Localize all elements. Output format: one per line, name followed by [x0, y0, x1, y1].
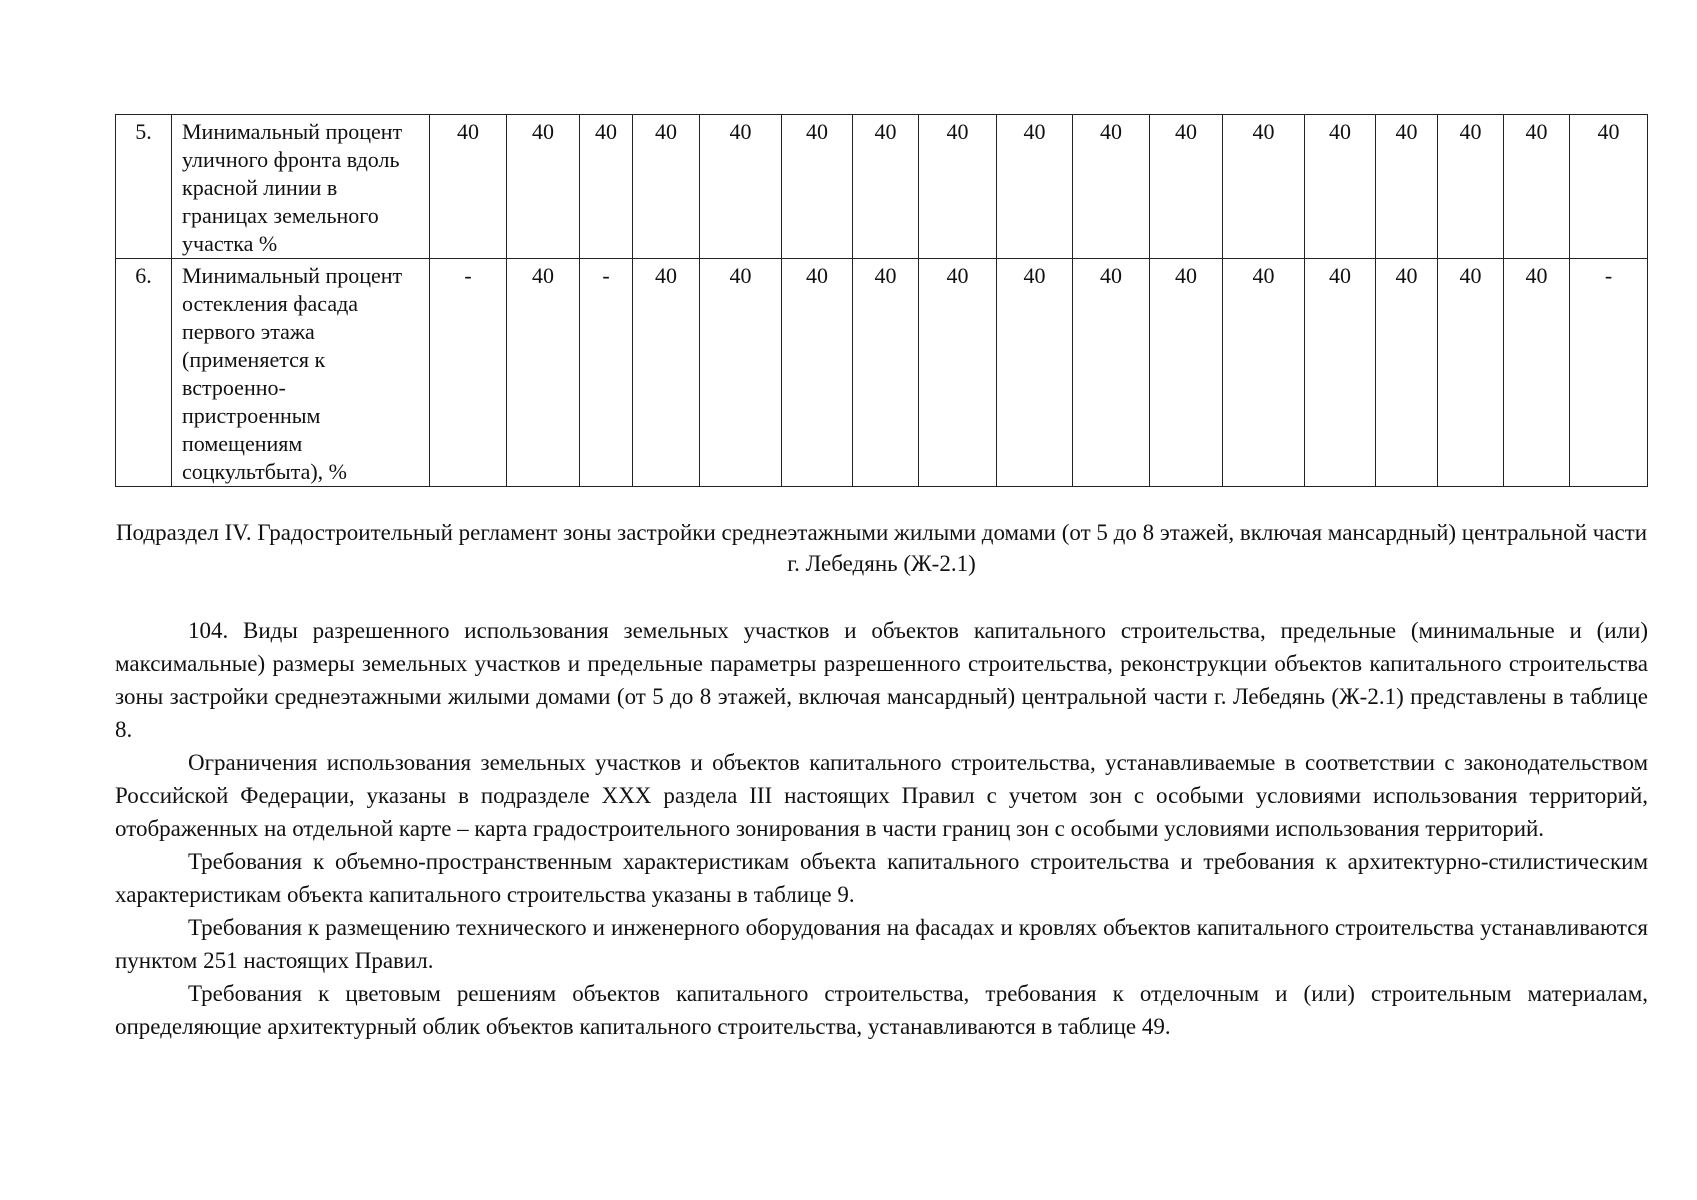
value-cell: 40 — [853, 115, 919, 259]
value-cell: 40 — [1376, 259, 1438, 487]
value-cell: 40 — [919, 259, 997, 487]
value-cell: 40 — [633, 259, 700, 487]
value-cell: 40 — [1438, 115, 1504, 259]
value-cell: 40 — [1438, 259, 1504, 487]
body-text — [115, 614, 1648, 1043]
value-cell: 40 — [1376, 115, 1438, 259]
value-cell: 40 — [1305, 259, 1376, 487]
value-cell: 40 — [507, 259, 580, 487]
table-row — [116, 259, 1648, 487]
value-cell: 40 — [700, 259, 782, 487]
value-cell: 40 — [1305, 115, 1376, 259]
value-cell: 40 — [1504, 259, 1570, 487]
row-number-cell: 6. — [116, 259, 172, 487]
value-cell: 40 — [580, 115, 633, 259]
value-cell: 40 — [853, 259, 919, 487]
parameter-name-cell: Минимальный процент остекления фасада первого этажа (применяется к встроенно-пристроенным помещениям соцкультбыта), % — [172, 259, 430, 487]
value-cell: 40 — [919, 115, 997, 259]
value-cell: 40 — [430, 115, 507, 259]
value-cell: 40 — [782, 259, 853, 487]
paragraph-restrictions: Ограничения использования земельных участков и объектов капитального строительства, устанавливаемые в соответствии с законодательством Российской Федерации, указаны в подразделе XXX раздела III настоящих Правил с учетом зон с особыми условиями использования территорий, отображенных на отдельной карте – карта градостроительного зонирования в части границ зон с особыми условиями использования территорий. — [115, 750, 1648, 841]
paragraph-equipment-requirements: Требования к размещению технического и инженерного оборудования на фасадах и кровлях объектов капитального строительства устанавливаются пунктом 251 настоящих Правил. — [115, 915, 1648, 973]
value-cell: - — [580, 259, 633, 487]
parameter-name-cell: Минимальный процент уличного фронта вдоль красной линии в границах земельного участка % — [172, 115, 430, 259]
value-cell: 40 — [700, 115, 782, 259]
section-heading: Подраздел IV. Градостроительный регламент зоны застройки среднеэтажными жилыми домами (от 5 до 8 этажей, включая мансардный) центральной части г. Лебедянь (Ж-2.1) — [115, 520, 1648, 576]
value-cell: 40 — [507, 115, 580, 259]
value-cell: 40 — [1150, 115, 1223, 259]
paragraph-104: 104. Виды разрешенного использования земельных участков и объектов капитального строительства, предельные (минимальные и (или) максимальные) размеры земельных участков и предельные параметры разрешенного строительства, реконструкции объектов капитального строительства зоны застройки среднеэтажными жилыми домами (от 5 до 8 этажей, включая мансардный) центральной части г. Лебедянь (Ж-2.1) представлены в таблице 8. — [115, 618, 1648, 742]
value-cell: 40 — [997, 115, 1073, 259]
value-cell: - — [430, 259, 507, 487]
value-cell: 40 — [782, 115, 853, 259]
paragraph-volume-requirements: Требования к объемно-пространственным характеристикам объекта капитального строительства и требования к архитектурно-стилистическим характеристикам объекта капитального строительства указаны в таблице 9. — [115, 849, 1648, 907]
value-cell: 40 — [633, 115, 700, 259]
table-row — [116, 115, 1648, 259]
value-cell: - — [1570, 259, 1648, 487]
value-cell: 40 — [1570, 115, 1648, 259]
value-cell: 40 — [1223, 115, 1305, 259]
value-cell: 40 — [997, 259, 1073, 487]
parameters-table — [115, 114, 1648, 487]
value-cell: 40 — [1073, 115, 1150, 259]
paragraph-color-requirements: Требования к цветовым решениям объектов капитального строительства, требования к отделочным и (или) строительным материалам, определяющие архитектурный облик объектов капитального строительства, устанавливаются в таблице 49. — [115, 981, 1648, 1039]
value-cell: 40 — [1150, 259, 1223, 487]
value-cell: 40 — [1223, 259, 1305, 487]
value-cell: 40 — [1073, 259, 1150, 487]
value-cell: 40 — [1504, 115, 1570, 259]
row-number-cell: 5. — [116, 115, 172, 259]
